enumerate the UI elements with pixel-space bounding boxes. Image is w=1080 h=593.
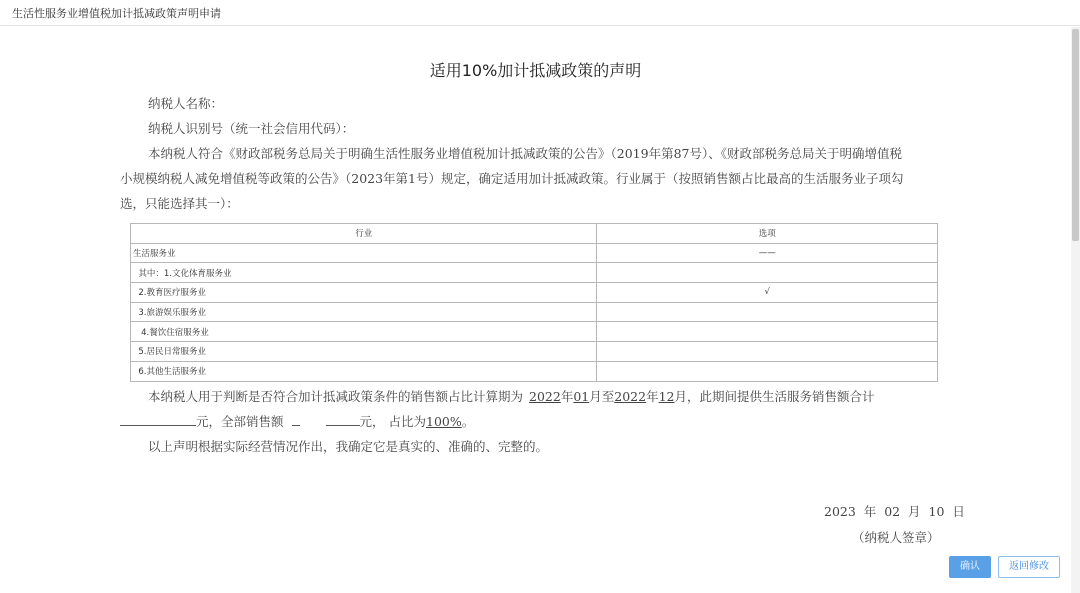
total-sales-field-part[interactable] [292, 414, 300, 426]
total-sales-field[interactable] [326, 414, 360, 426]
life-service-sales-field[interactable] [120, 414, 196, 426]
declaration-paragraph-line-3: 选，只能选择其一）： [120, 196, 239, 211]
back-to-edit-button[interactable]: 返回修改 [998, 556, 1060, 578]
period-sentence [148, 387, 875, 405]
industry-cell: 6.其他生活服务业 [131, 361, 597, 381]
table-row[interactable] [131, 283, 938, 303]
declaration-paragraph-line-1: 本纳税人符合《财政部税务总局关于明确生活性服务业增值税加计抵减政策的公告》（2019年第87号）、《财政部税务总局关于明确增值税 [148, 146, 902, 161]
option-column-header: 选项 [597, 224, 938, 244]
declaration-paragraph-line-2: 小规模纳税人减免增值税等政策的公告》（2023年第1号）规定，确定适用加计抵减政策。行业属于（按照销售额占比最高的生活服务业子项勾 [120, 171, 904, 186]
total-sales-text: 元，全部销售额 [196, 414, 284, 429]
taxpayer-signature-label: （纳税人签章） [852, 530, 940, 545]
industry-cell: 其中：1.文化体育服务业 [131, 263, 597, 283]
industry-cell: 2.教育医疗服务业 [131, 283, 597, 303]
year-char: 年 [560, 389, 574, 404]
option-cell-checked[interactable]: √ [597, 283, 938, 303]
ratio-value: 100% [426, 414, 462, 429]
industry-cell: 3.旅游娱乐服务业 [131, 302, 597, 322]
period-text: 月，此期间提供生活服务销售额合计 [674, 389, 875, 404]
ratio-text: 元， 占比为 [359, 414, 426, 429]
window-title: 生活性服务业增值税加计抵减政策声明申请 [12, 7, 221, 20]
industry-cell: 生活服务业 [131, 243, 597, 263]
option-cell[interactable] [597, 322, 938, 342]
option-cell[interactable] [597, 342, 938, 362]
taxpayer-name-label: 纳税人名称： [148, 96, 224, 111]
year-char: 年 [646, 389, 659, 404]
table-row[interactable] [131, 361, 938, 381]
end-month-value: 12 [658, 389, 675, 404]
table-row[interactable] [131, 263, 938, 283]
confirm-button[interactable]: 确认 [949, 556, 991, 578]
industry-cell: 5.居民日常服务业 [131, 342, 597, 362]
month-to-text: 月至 [589, 389, 615, 404]
option-cell[interactable] [597, 361, 938, 381]
table-row[interactable] [131, 322, 938, 342]
table-row[interactable] [131, 302, 938, 322]
table-row [131, 243, 938, 263]
taxpayer-id-label: 纳税人识别号（统一社会信用代码）： [148, 121, 355, 136]
period-end-mark: 。 [461, 414, 475, 429]
option-cell[interactable] [597, 302, 938, 322]
sales-sentence [120, 412, 474, 430]
industry-cell: 4.餐饮住宿服务业 [131, 322, 597, 342]
scrollbar-thumb[interactable] [1072, 29, 1079, 241]
industry-column-header: 行业 [131, 224, 597, 244]
declaration-date: 2023 年 02 月 10 日 [824, 504, 965, 519]
table-header-row [131, 224, 938, 244]
document-title: 适用10%加计抵减政策的声明 [429, 61, 642, 80]
declaration-statement: 以上声明根据实际经营情况作出，我确定它是真实的、准确的、完整的。 [148, 439, 549, 454]
end-year-value: 2022 [614, 389, 647, 404]
option-cell[interactable] [597, 263, 938, 283]
table-row[interactable] [131, 342, 938, 362]
industry-table [130, 223, 938, 382]
option-cell: —— [597, 243, 938, 263]
start-month-value: 01 [573, 389, 590, 404]
start-year-value: 2022 [529, 389, 561, 404]
window-titlebar [0, 0, 1080, 26]
period-text: 本纳税人用于判断是否符合加计抵减政策条件的销售额占比计算期为 [148, 389, 524, 404]
